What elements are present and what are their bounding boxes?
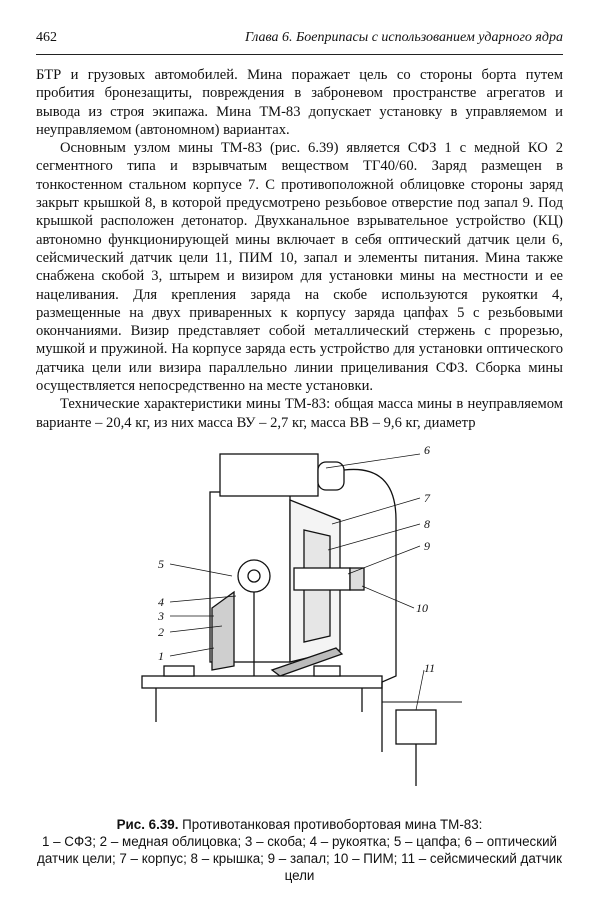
base-foot-left bbox=[164, 666, 194, 676]
header-rule bbox=[36, 54, 563, 55]
running-title: Глава 6. Боеприпасы с использованием ударного ядра bbox=[245, 30, 563, 45]
caption-legend: 1 – СФЗ; 2 – медная облицовка; 3 – скоба; 4 – рукоятка; 5 – цапфа; 6 – оптический датчик цели; 7 – корпус; 8 – крышка; 9 – запал; 10 – ПИМ; 11 – сейсмический датчик цели bbox=[37, 834, 562, 883]
paragraph: Технические характеристики мины ТМ-83: общая масса мины в неуправляемом варианте – 20,4 кг, из них масса ВУ – 2,7 кг, масса ВВ – 9,6 кг, диаметр bbox=[36, 396, 563, 431]
fuze bbox=[294, 568, 350, 590]
base-foot-right bbox=[314, 666, 340, 676]
callout-1: 1 bbox=[158, 649, 164, 663]
figure-caption bbox=[36, 816, 563, 884]
optical-sensor bbox=[220, 454, 318, 496]
callout-7: 7 bbox=[424, 491, 430, 505]
callout-8: 8 bbox=[424, 517, 430, 531]
body-text bbox=[36, 66, 563, 432]
caption-subject: Противотанковая противобортовая мина ТМ-83: bbox=[182, 817, 483, 832]
callout-11: 11 bbox=[424, 661, 436, 675]
callout-10: 10 bbox=[416, 601, 428, 615]
paragraph: БТР и грузовых автомобилей. Мина поражает цель со стороны борта путем пробития бронезащиты, повреждения в заброневом пространстве агрегатов и вывода из строя экипажа. Мина ТМ-83 допускает установку в управляемом и неуправляемом (автономном) вариантах. bbox=[36, 67, 563, 138]
callout-6: 6 bbox=[424, 443, 430, 457]
page-number: 462 bbox=[36, 30, 57, 45]
mine-diagram-figure bbox=[36, 440, 563, 810]
base-plate bbox=[142, 676, 382, 688]
callout-4: 4 bbox=[158, 595, 164, 609]
callout-2: 2 bbox=[158, 625, 164, 639]
caption-title: Рис. 6.39. bbox=[116, 817, 179, 832]
pim bbox=[350, 568, 364, 590]
mine-diagram bbox=[36, 440, 563, 810]
callout-9: 9 bbox=[424, 539, 430, 553]
page-header bbox=[36, 30, 563, 52]
seismic-sensor bbox=[396, 710, 436, 744]
trunnion bbox=[248, 570, 260, 582]
callout-3: 3 bbox=[158, 609, 164, 623]
sensor-cable bbox=[344, 469, 396, 752]
paragraph: Основным узлом мины ТМ-83 (рис. 6.39) является СФЗ 1 с медной КО 2 сегментного типа и взрывчатым веществом ТГ40/60. Заряд размещен в тонкостенном стальном корпусе 7. С противоположной облицовке стороны заряд закрыт крышкой 8, в которой предусмотрено резьбовое отверстие под запал 9. Под крышкой расположен детонатор. Двухканальное взрывательное устройство (КЦ) автономно функционирующей мины включает в себя оптический датчик цели 6, сейсмический датчик цели 11, ПИМ 10, запал и элементы питания. Мина также снабжена скобой 3, штырем и визиром для установки мины на местности и ее нацеливания. Для крепления заряда на скобе используются рукоятки 4, размещенные на двух приваренных к корпусу заряда цапфах 5 с резьбовыми окончаниями. Визир представляет собой металлический стержень с прорезью, мушкой и пружиной. На корпусе заряда есть устройство для установки оптического датчика цели или визира параллельно линии прицеливания СФЗ. Сборка мины осуществляется непосредственно на месте установки. bbox=[36, 140, 563, 395]
callout-5: 5 bbox=[158, 557, 164, 571]
